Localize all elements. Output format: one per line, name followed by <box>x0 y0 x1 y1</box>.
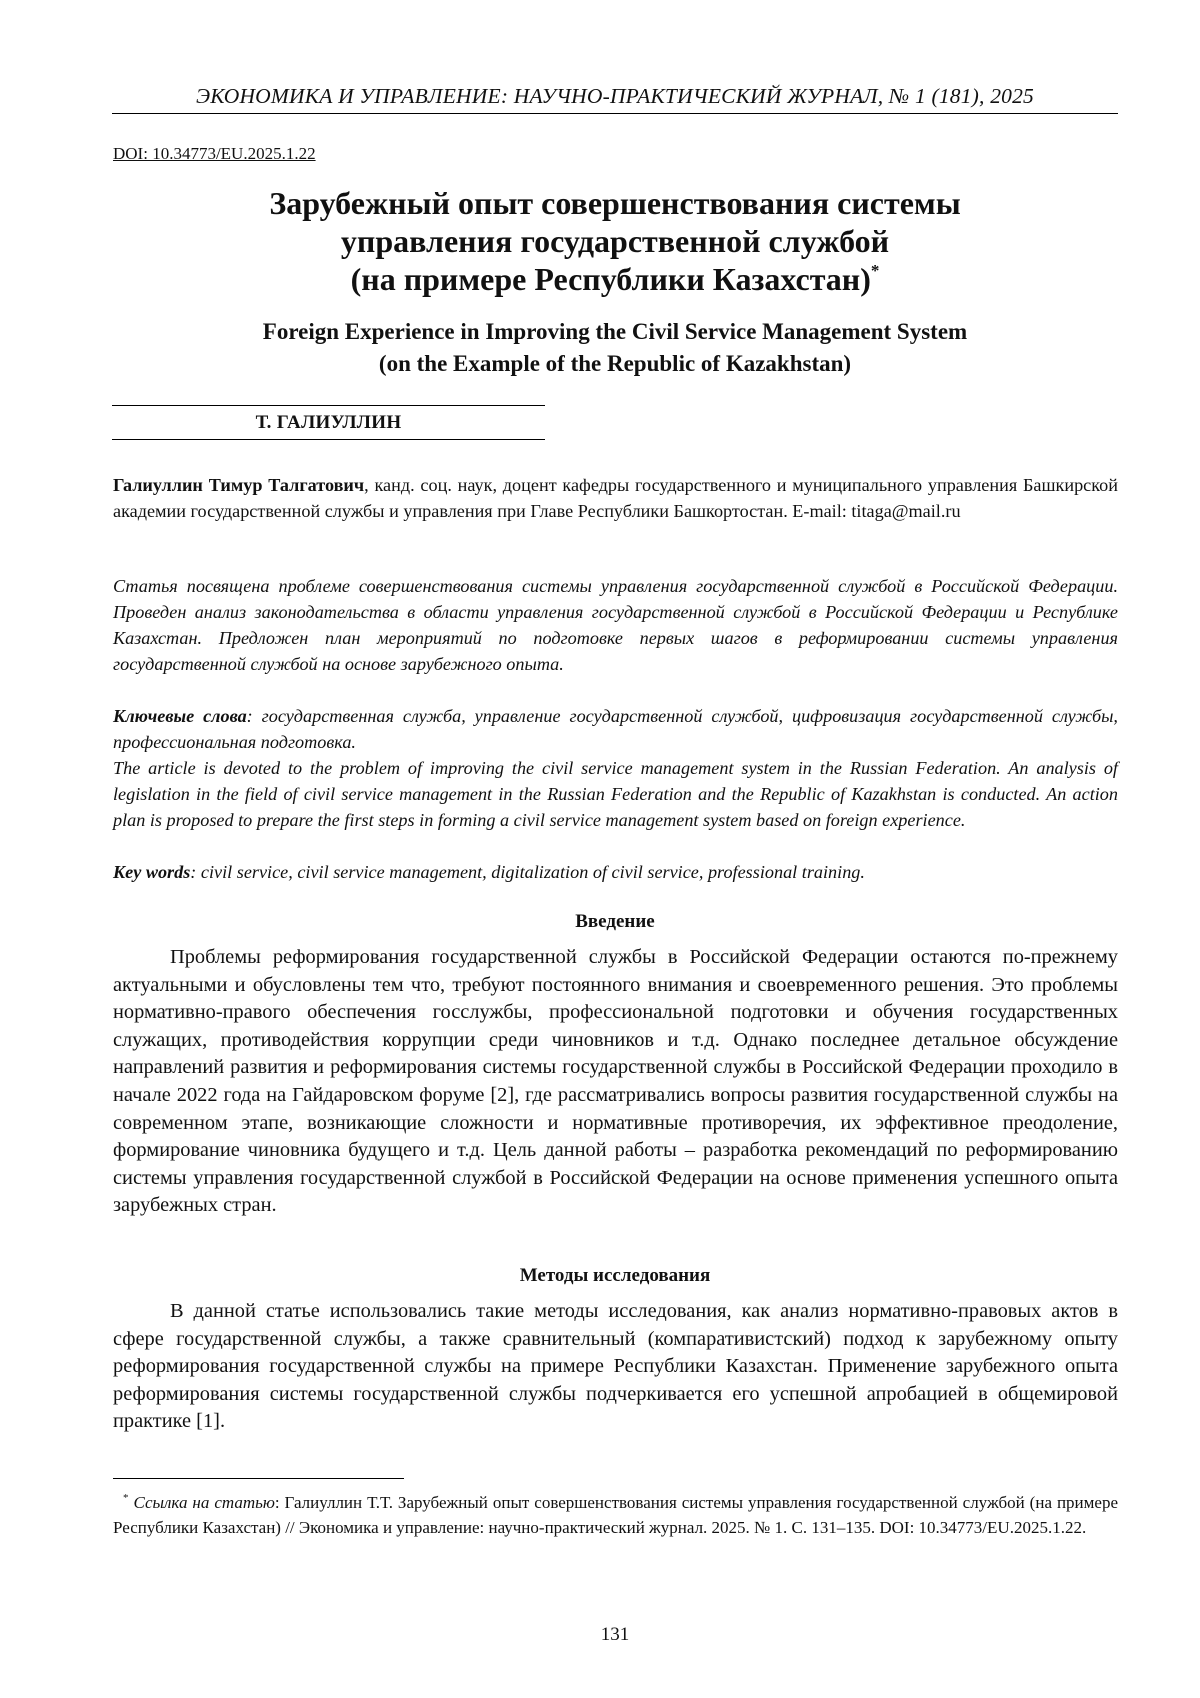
keywords-en-label: Key words <box>113 862 190 882</box>
author-full-name: Галиуллин Тимур Талгатович <box>113 475 364 495</box>
page-number: 131 <box>112 1624 1118 1646</box>
footnote <box>113 1490 1118 1540</box>
intro-paragraph: Проблемы реформирования государственной службы в Российской Федерации остаются по-прежнему актуальными и обусловлены тем что, требуют постоянного внимания и своевременного решения. Это проблемы нормативно-правого обеспечения госслужбы, профессиональной подготовки и обучения государственных служащих, противодействия коррупции среди чиновников и т.д. Однако последнее детальное обсуждение направлений развития и реформирования системы государственной службы в Российской Федерации проходило в начале 2022 года на Гайдаровском форуме [2], где рассматривались вопросы развития государственной службы на современном этапе, возникающие сложности и нормативные противоречия, их эффективное преодоление, формирование чиновника будущего и т.д. Цель данной работы – разработка рекомендаций по реформированию системы управления государственной службой в Российской Федерации на основе применения успешного опыта зарубежных стран. <box>113 944 1118 1220</box>
footnote-text: : Галиуллин Т.Т. Зарубежный опыт совершенствования системы управления государственной службой (на примере Республики Казахстан) // Экономика и управление: научно-практический журнал. 2025. № 1. С. 131–135. DOI: 10.34773/EU.2025.1.22. <box>113 1493 1118 1537</box>
keywords-ru-label: Ключевые слова <box>113 706 247 726</box>
affiliation-text: , канд. соц. наук, доцент кафедры государственного и муниципального управления Башкирской академии государственной службы и управления при Главе Республики Башкортостан. E-mail: titaga@mail.ru <box>113 475 1118 521</box>
title-ru-line: управления государственной службой <box>112 222 1118 260</box>
keywords-en <box>113 859 1118 885</box>
title-ru <box>112 184 1118 298</box>
abstract-en: The article is devoted to the problem of improving the civil service management system in the Russian Federation. An analysis of legislation in the field of civil service management in the Russian Federation and the Republic of Kazakhstan is conducted. An action plan is proposed to prepare the first steps in forming a civil service management system based on foreign experience. <box>113 755 1118 833</box>
title-ru-line-text: (на примере Республики Казахстан) <box>351 261 871 297</box>
author-affiliation <box>113 472 1118 524</box>
keywords-en-text: : civil service, civil service management, digitalization of civil service, professional training. <box>190 862 865 882</box>
abstract-ru: Статья посвящена проблеме совершенствования системы управления государственной службой в Российской Федерации. Проведен анализ законодательства в области управления государственной службой в Российской Федерации и Республике Казахстан. Предложен план мероприятий по подготовке первых шагов в реформировании системы управления государственной службой на основе зарубежного опыта. <box>113 573 1118 677</box>
journal-page <box>0 0 1200 1698</box>
running-header: ЭКОНОМИКА И УПРАВЛЕНИЕ: НАУЧНО-ПРАКТИЧЕСКИЙ ЖУРНАЛ, № 1 (181), 2025 <box>112 84 1118 114</box>
title-en-line: Foreign Experience in Improving the Civil Service Management System <box>112 316 1118 348</box>
keywords-ru <box>113 703 1118 755</box>
section-heading-intro: Введение <box>112 911 1118 933</box>
title-ru-line <box>112 260 1118 298</box>
doi-link[interactable]: DOI: 10.34773/EU.2025.1.22 <box>113 144 316 164</box>
author-short: Т. ГАЛИУЛЛИН <box>112 405 545 440</box>
title-en-line: (on the Example of the Republic of Kazakhstan) <box>112 348 1118 380</box>
title-ru-line: Зарубежный опыт совершенствования системы <box>112 184 1118 222</box>
methods-paragraph: В данной статье использовались такие методы исследования, как анализ нормативно-правовых актов в сфере государственной службы, а также сравнительный (компаративистский) подход к зарубежному опыту реформирования государственной службы на примере Республики Казахстан. Применение зарубежного опыта реформирования системы государственной службы подчеркивается его успешной апробацией в общемировой практике [1]. <box>113 1298 1118 1436</box>
title-en <box>112 316 1118 380</box>
keywords-ru-text: : государственная служба, управление государственной службой, цифровизация государственной службы, профессиональная подготовка. <box>113 706 1118 752</box>
footnote-divider <box>113 1478 404 1479</box>
section-heading-methods: Методы исследования <box>112 1265 1118 1287</box>
footnote-marker[interactable]: * <box>871 261 880 280</box>
footnote-label: Ссылка на статью <box>133 1493 274 1512</box>
footnote-marker: * <box>123 1492 129 1504</box>
